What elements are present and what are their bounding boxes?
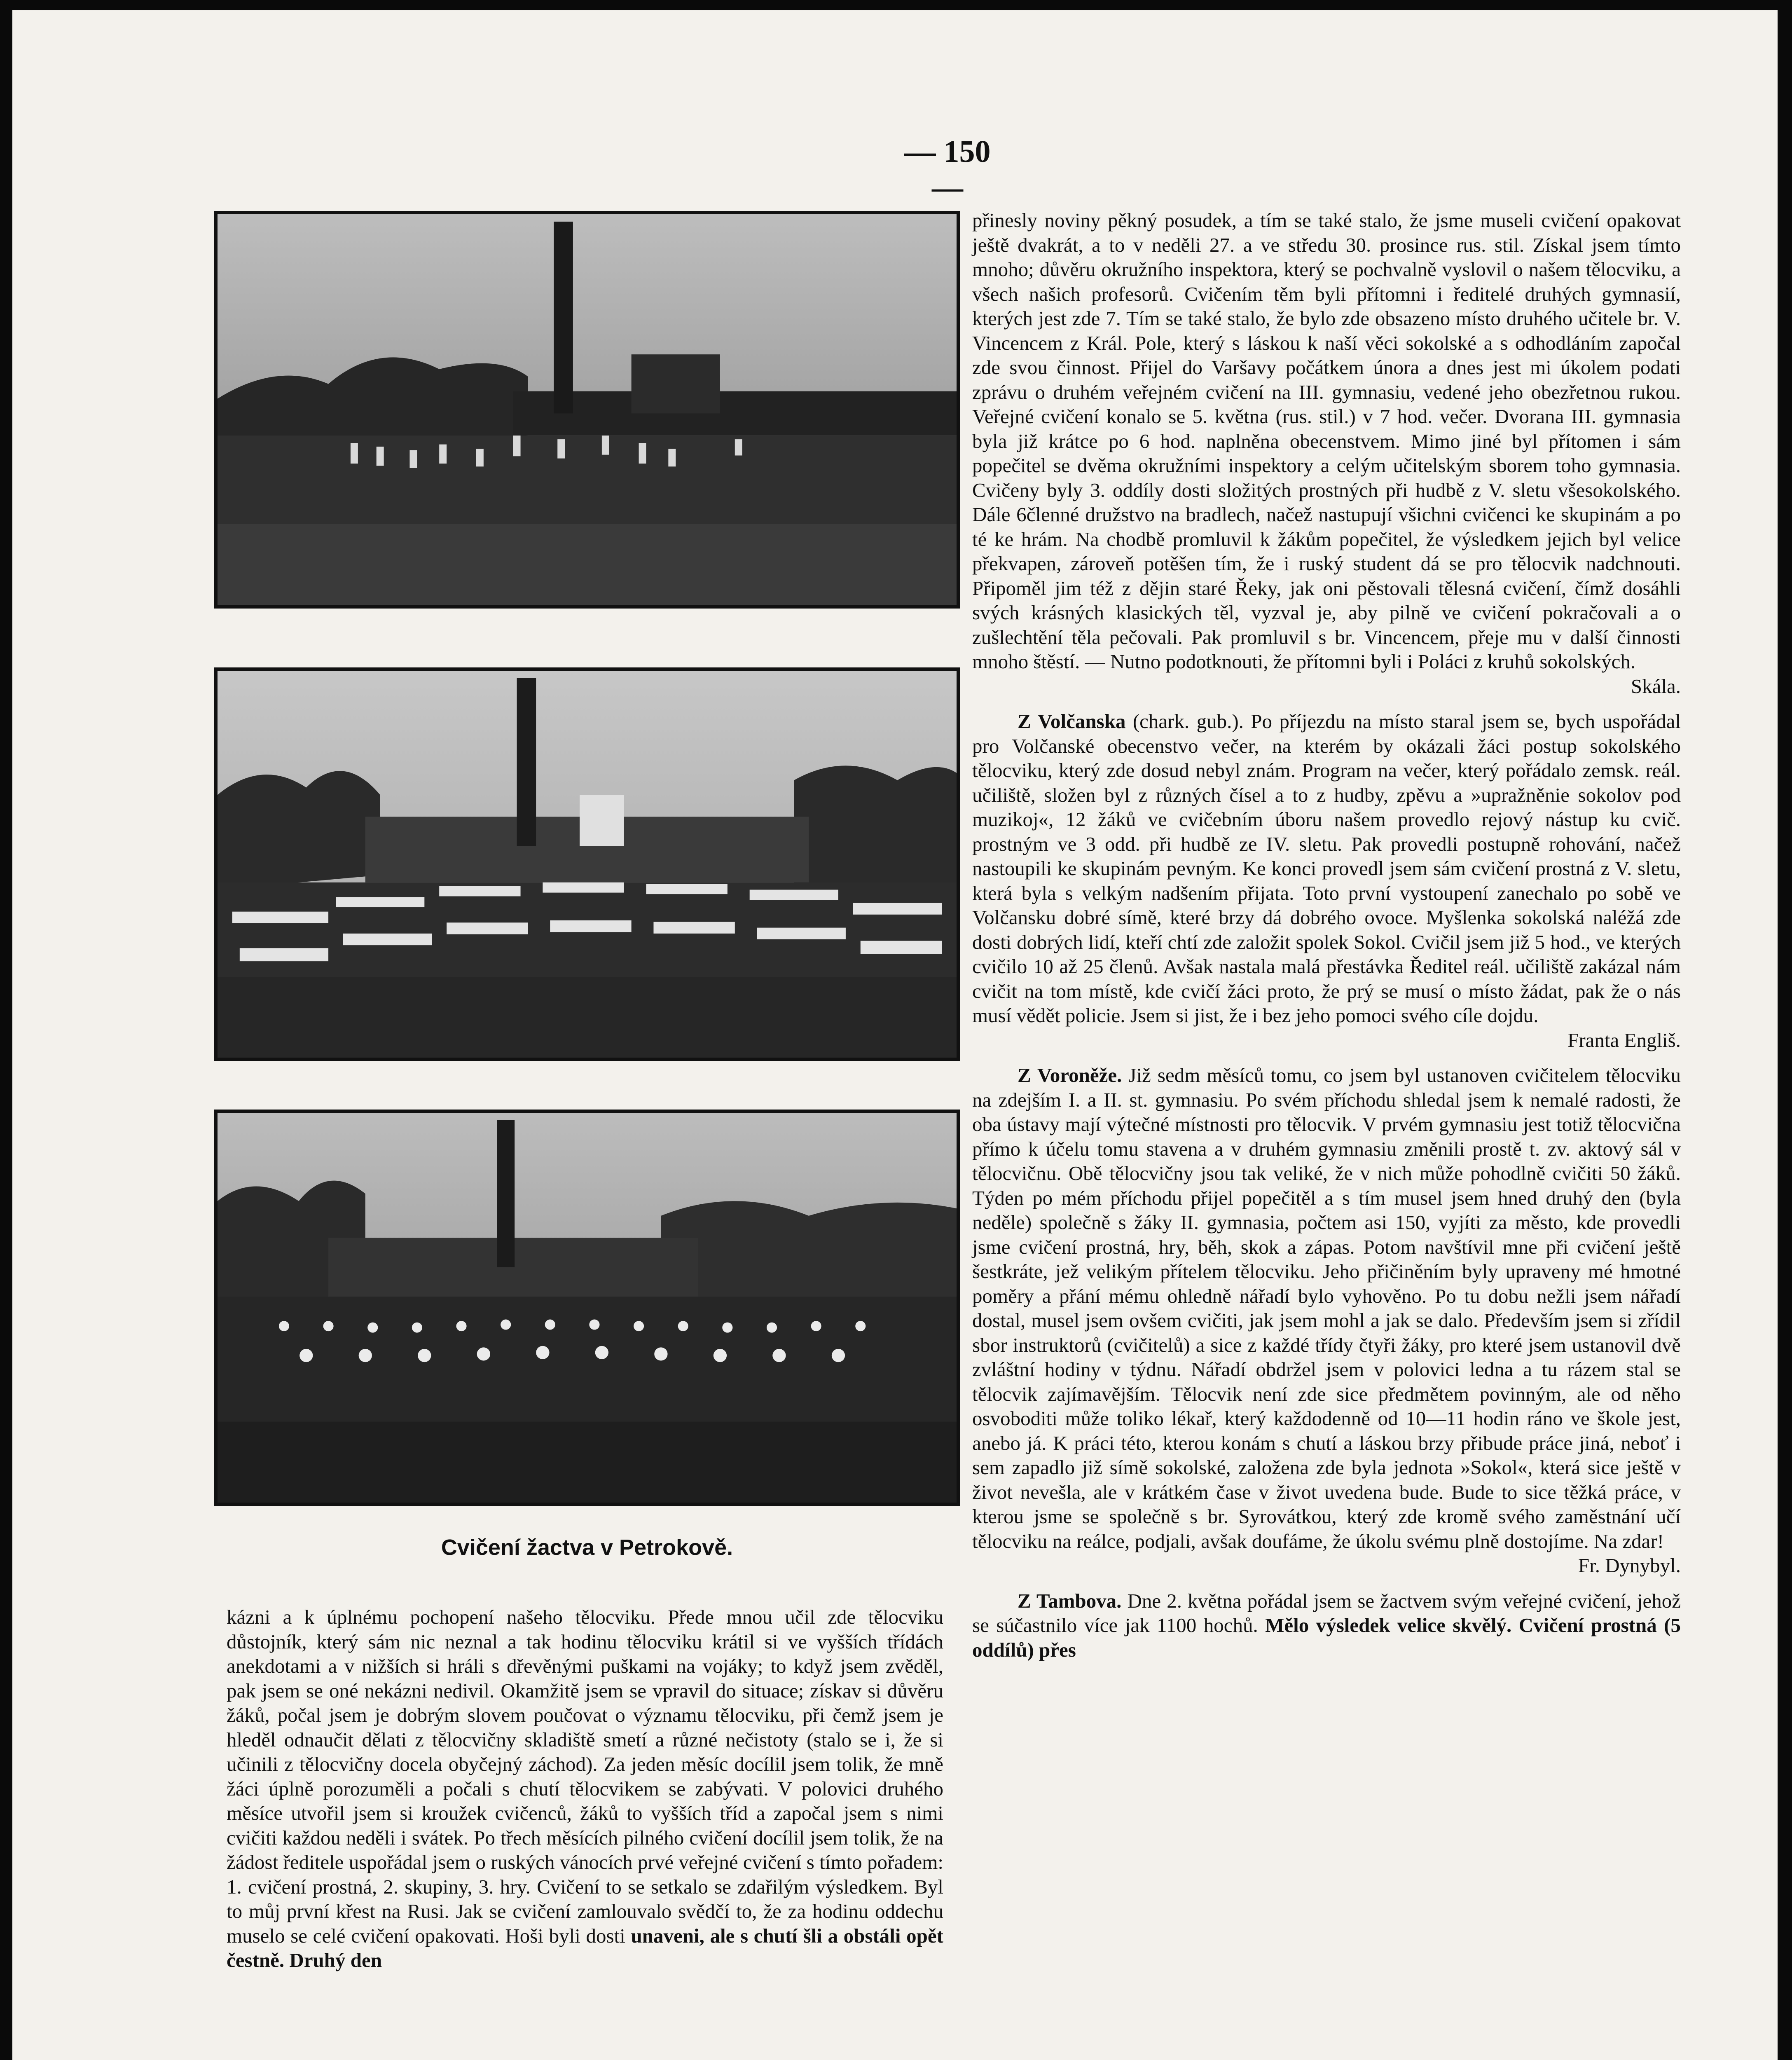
signature-skala: Skála. [1631,674,1681,698]
page-number: — 150 — [904,134,991,205]
article-voronez [972,1063,1681,1578]
signature-englis: Franta Engliš. [1567,1028,1681,1051]
photo-exercise-3 [214,1110,960,1506]
article-tambov-tail: Mělo výsledek velice skvělý. Cvičení prostná (5 oddílů) přes [972,1614,1681,1661]
right-column [972,208,1681,1662]
photo-exercise-1-image [218,214,957,605]
article-warsaw-continued [972,208,1681,698]
photo-exercise-2 [214,667,960,1061]
article-tambov-text: Dne 2. května pořádal jsem se žactvem svým veřejné cvičení, jehož se súčastnilo více jak 1100 hochů. [972,1589,1681,1636]
article-warsaw-text: přinesly noviny pěkný posudek, a tím se také stalo, že jsme museli cvičení opakovat ještě dvakrát, a to v neděli 27. a ve středu 30. prosince rus. stil. Získal jsem tímto mnoho; důvěru okružního inspektora, který se pochvalně vyslovil o našem tělocviku, a všech našich profesorů. Cvičením těm byli přítomni i ředitelé druhých gymnasií, kterých jest zde 7. Tím se také stalo, že bylo zde obsazeno místo druhého učitele br. V. Vincencem z Král. Pole, který s láskou k naší věci sokolské a s odhodláním započal zde svou činnost. Přijel do Varšavy počátkem února a dnes jest mi úkolem podati zprávu o druhém veřejném cvičení na III. gymnasiu, vedené jeho obezřetnou rukou. Veřejné cvičení konalo se 5. května (rus. stil.) v 7 hod. večer. Dvorana III. gymnasia byla již krátce po 6 hod. naplněna obecenstvem. Mimo jiné byl přítomen i sám popečitel se dvěma okružními inspektory a celým učitelským sborem toho gymnasia. Cvičeny byly 3. oddíly dosti složitých prostných při hudbě z V. sletu všesokolského. Dále 6členné družstvo na bradlech, načež nastupují všichni cvičenci ke skupinám a po té ke hrám. Na chodbě promluvil k žákům popečitel, že výsledkem jejich byl velice překvapen, zároveň potěšen tím, že i ruský student dá se pro tělocvik nadchnouti. Připoměl jim též z dějin staré Řeky, jak oni pěstovali tělesná cvičení, čímž dosáhli svých krásných klasických těl, vyzval je, aby pilně ve cvičení pokračovali a o zušlechtění těla pečovali. Pak promluvil s br. Vincencem, přeje mu v další činnosti mnoho štěstí. — Nutno podotknouti, že přítomni byli i Poláci z kruhů sokolských. [972,209,1681,673]
article-tambov [972,1589,1681,1662]
article-volcansk [972,709,1681,1052]
heading-voronez: Z Voroněže. [1018,1064,1122,1086]
article-volcansk-text: (chark. gub.). Po příjezdu na místo staral jsem se, bych uspořádal pro Volčanské obecenstvo večer, na kterém by okázali žáci postup sokolského tělocviku, který zde dosud nebyl znám. Program na večer, který pořádalo zemsk. reál. učiliště, složen byl z různých čísel a to z hudby, zpěvu a »upražněnie sokolov pod muzikoj«, 12 žáků ve cvičebním úboru našem provedlo rejový nástup ku cvič. prostným ve 3 odd. při hudbě ze IV. sletu. Pak provedli postupně rohování, načež nastoupili ke skupinám pevným. Ke konci provedl jsem sám cvičení prostná z V. sletu, která byla s velkým nadšením přijata. Toto první vystoupení zanechalo po sobě ve Volčansku dobré símě, které brzy dá dobrého ovoce. Myšlenka sokolská naléžá zde dosti dobrých lidí, kteří chtí zde založit spolek Sokol. Cvičil jsem již 5 hod., ve kterých cvičilo 10 až 25 členů. Avšak nastala malá přestávka Ředitel reál. učiliště zakázal nám cvičit na tom místě, kde cvičí žáci proto, že prý se musí o místo žádat, pak že o nás musí vědět policie. Jsem si jist, že i bez jeho pomoci svého cíle dojdu. [972,710,1681,1027]
left-paragraph-tail: unaveni, ale s chutí šli a obstáli opět čestně. Druhý den [227,1924,944,1971]
photo-exercise-3-image [218,1113,957,1503]
left-column [227,1605,943,1973]
photo-caption: Cvičení žactva v Petrokově. [441,1535,733,1560]
newspaper-page [12,10,1778,2060]
left-paragraph [227,1605,943,1973]
heading-volcansk: Z Volčanska [1018,710,1126,733]
photo-exercise-1 [214,211,960,609]
heading-tambov: Z Tambova. [1018,1589,1122,1612]
article-voronez-text: Již sedm měsíců tomu, co jsem byl ustanoven cvičitelem tělocviku na zdejším I. a II. st. gymnasiu. Po svém příchodu shledal jsem k nemalé radosti, že oba ústavy mají výtečné místnosti pro tělocvik. V prvém gymnasiu jest totiž tělocvična přímo k účelu tomu stavena a v druhém gymnasiu změnili prostě t. zv. aktový sál v tělocvičnu. Obě tělocvičny jsou tak veliké, že v nich může pohodlně cvičiti 50 žáků. Týden po mém příchodu přijel popečitěl a s tím musel jsem hned druhý den (byla neděle) společně s žáky II. gymnasia, počtem asi 150, vyjíti za město, kde provedli jsme cvičení prostná, hry, běh, skok a zápas. Potom navštívil mne při cvičení ještě šestkráte, jež velikým přítelem tělocviku. Jeho přičiněním byly upraveny mé hmotné poměry a přání mému ohledně nářadí bylo vyhověno. Po tu dobu nežli jsem nářadí dostal, musel jsem ovšem cvičiti, jak jsem mohl a jak se dalo. Především jsem si zřídil sbor instruktorů (cvičitelů) a sice z každé třídy čtyři žáky, pro které jsem ustanovil dvě zvláštní hodiny v týdnu. Nářadí obdržel jsem v polovici ledna a tu rázem stal se tělocvik zajímavějším. Tělocvik není zde sice předmětem povinným, ale od něho osvoboditi může toliko lékař, který každodenně od 10—11 hodin ráno ve škole jest, anebo já. K práci této, kterou konám s chutí a láskou brzy přibude práce jiná, neboť i sem zapadlo již símě sokolské, založena zde byla jednota »Sokol«, která sice ještě v život nevešla, ale v krátkém čase v život uvedena bude. Bude to sice těžká práce, v kterou jsme se společně s br. Syrovátkou, který zde kromě svého zaměstnání učí tělocviku na reálce, podjali, avšak doufáme, že úkolu svému plně dostojíme. Na zdar! [972,1064,1681,1552]
photo-exercise-2-image [218,671,957,1058]
left-paragraph-text: kázni a k úplnému pochopení našeho tělocviku. Přede mnou učil zde tělocviku důstojník, který sám nic neznal a tak hodinu tělocviku krátil si ve vyšších třídách anekdotami a v nižších si hráli s dřevěnými puškami na vojáky; to když jsem zvěděl, pak jsem se oné nekázni nedivil. Okamžitě jsem se vpravil do situace; získav si důvěru žáků, počal jsem je dobrým slovem poučovat o významu tělocviku, při čemž jsem je hleděl odnaučit dělati z tělocvičny skladiště smetí a různé nečistoty (stalo se i, že si učinili z tělocvičny docela obyčejný záchod). Za jeden měsíc docílil jsem tolik, že mně žáci úplně porozuměli a počali s chutí tělocvikem se zabývati. V polovici druhého měsíce utvořil jsem si kroužek cvičenců, žáků to vyšších tříd a započal jsem s nimi cvičiti každou neděli i svátek. Po třech měsících pilného cvičení docílil jsem tolik, že na žádost ředitele uspořádal jsem o ruských vánocích prvé veřejné cvičení s tímto pořadem: 1. cvičení prostná, 2. skupiny, 3. hry. Cvičení to se setkalo se zdařilým výsledkem. Byl to můj první křest na Rusi. Jak se cvičení zamlouvalo svědčí to, že za hodinu oddechu muselo se celé cvičení opakovati. Hoši byli dosti [227,1606,943,1947]
signature-dynybyl: Fr. Dynybyl. [1578,1554,1681,1577]
